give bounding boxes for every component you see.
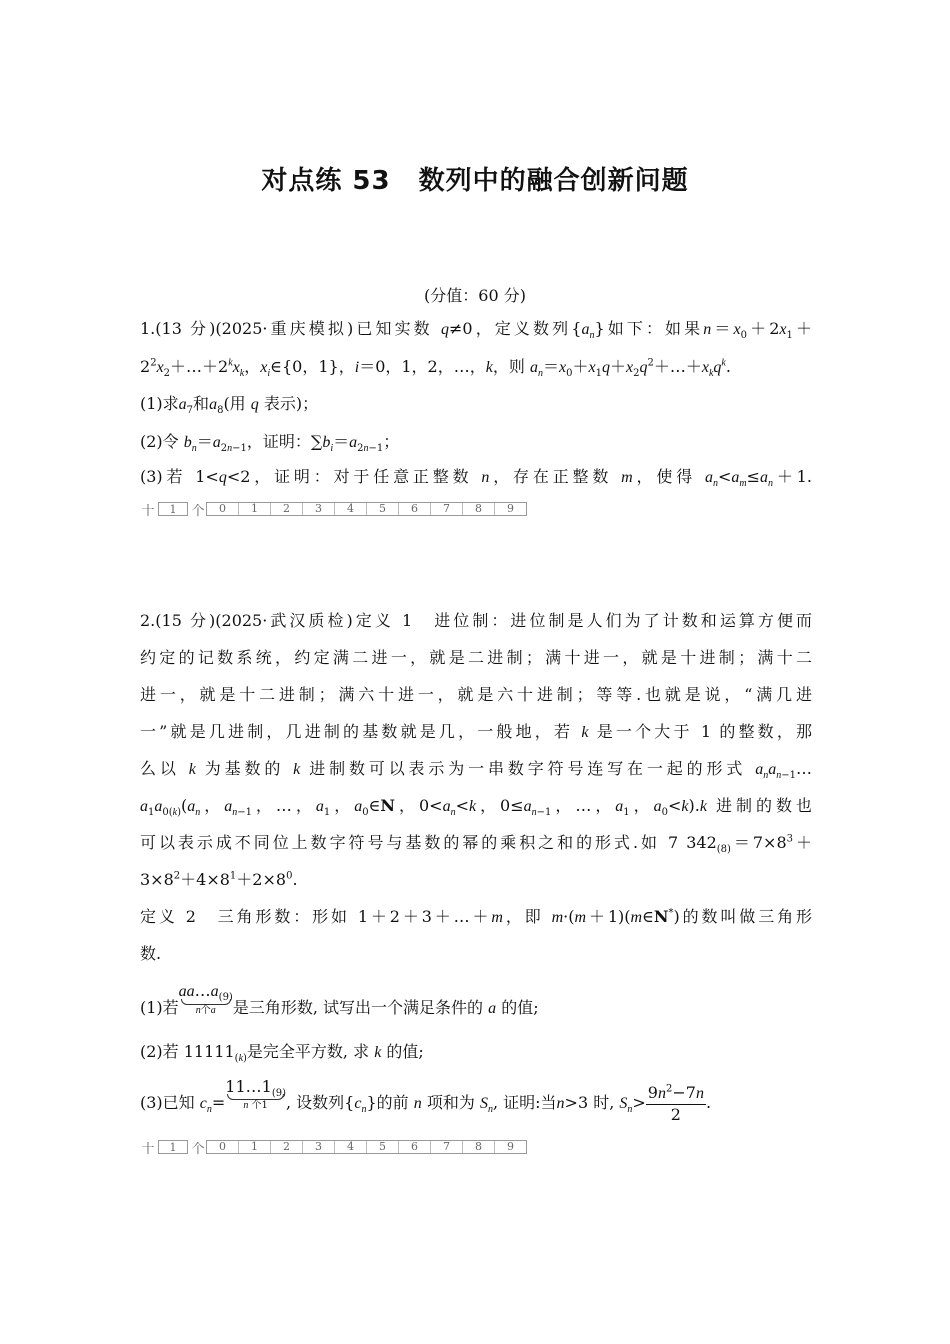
q2-part-2: (2)若 $11111_{(k)}$是完全平方数, 求 k 的值;: [140, 1042, 424, 1065]
q1-line-1: 1.(13 分)(2025·重庆模拟)已知实数 q≠0，定义数列$\{a_n\}$如下：如果$n=x_0+2x_1+$: [140, 319, 812, 342]
tens-digit-field[interactable]: 1: [158, 502, 188, 516]
q2-line-6: $a_1a_{0(k)}(a_n$，$a_{n-1}$，…，$a_1$，$a_0\in N$，$0<a_n<k$，$0\le a_{n-1}$，…，$a_1$，$a_0<k).k$ 进制的数也: [140, 796, 812, 819]
q2-line-8: $3\times 8^2+4\times 8^1+2\times 8^0$.: [140, 870, 298, 889]
q2-line-1: 2.(15 分)(2025·武汉质检)定义 1 进位制：进位制是人们为了计数和运算方便而: [140, 611, 812, 630]
ones-digit-selector[interactable]: 0 1 2 3 4 5 6 7 8 9: [206, 502, 527, 516]
q2-part-3: (3)已知 $c_n=$ $11\dots 1_{(9)}$ n 个1 , 设数列$\{c_n\}$的前 n 项和为 $S_n$, 证明:当n>3 时, $S_n>$ $\frac{9n^2-7n}{2}$ .: [140, 1077, 712, 1124]
q2-line-5: 么以 k 为基数的 k 进制数可以表示为一串数字符号连写在一起的形式 $a_na_{n-1}\dots$: [140, 759, 812, 782]
tens-digit-field[interactable]: 1: [158, 1140, 188, 1154]
q2-line-4: 一”就是几进制，几进制的基数就是几，一般地，若 k 是一个大于 1 的整数，那: [140, 722, 812, 741]
score-note: (分值：60 分): [424, 286, 526, 305]
q2-line-7: 可以表示成不同位上数字符号与基数的幂的乘积之和的形式.如 7 $342_{(8)}=7\times 8^3+$: [140, 833, 812, 856]
q1-line-2: $2^2x_2+\dots+2^kx_k$，$x_i\in\{0$，1}，i＝0，1，2，…，k，则 $a_n=x_0+x_1q+x_2q^2+\dots+x_kq^k$.: [140, 357, 731, 380]
q2-line-3: 进一，就是十二进制；满六十进一，就是六十进制；等等.也就是说，“满几进: [140, 685, 812, 704]
q2-def2-line-2: 数.: [140, 944, 162, 963]
q1-part-1: (1)求$a_7$和$a_8$(用 q 表示)；: [140, 394, 319, 417]
q1-part-3: (3)若 1<q<2，证明：对于任意正整数 n，存在正整数 m，使得 $a_n<a_m\le a_n+1$.: [140, 467, 812, 490]
q2-line-2: 约定的记数系统，约定满二进一，就是二进制；满十进一，就是十进制；满十二: [140, 648, 812, 667]
ones-digit-selector[interactable]: 0 1 2 3 4 5 6 7 8 9: [206, 1140, 527, 1154]
q2-answer-box[interactable]: 十 1 个 0 1 2 3 4 5 6 7 8 9: [140, 1138, 527, 1156]
page-title: 对点练 53 数列中的融合创新问题: [261, 166, 689, 196]
q1-answer-box[interactable]: 十 1 个 0 1 2 3 4 5 6 7 8 9: [140, 500, 527, 518]
q2-def2-line-1: 定义 2 三角形数：形如 1＋2＋3＋…＋m，即 m·(m＋1)(m∈N*)的数叫做三角形: [140, 907, 812, 926]
q2-part-1: (1)若 $aa\dots a_{(9)}$ n个a 是三角形数, 试写出一个满足条件的 a 的值;: [140, 981, 539, 1017]
q1-part-2: (2)令 $b_n=a_{2n-1}$，证明：$\sum b_i=a_{2n-1}$；: [140, 432, 400, 455]
